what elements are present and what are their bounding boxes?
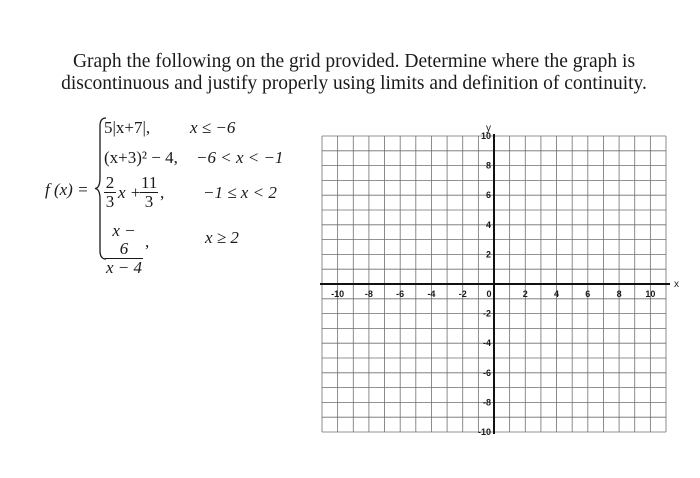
y-axis-label: y [486, 123, 491, 134]
case-4-denominator: x − 4 [105, 258, 143, 277]
case-3-condition: −1 ≤ x < 2 [203, 183, 277, 202]
y-tick-label: 4 [485, 219, 491, 230]
case-3-fraction-b-denominator: 3 [144, 192, 154, 211]
instruction-line-1: Graph the following on the grid provided. Determine where the graph is [72, 51, 636, 72]
case-4-condition: x ≥ 2 [205, 228, 239, 247]
case-2-expression: (x+3)² − 4, [104, 148, 178, 167]
case-2-condition: −6 < x < −1 [196, 148, 284, 167]
x-tick-label: -10 [331, 289, 345, 299]
case-3-comma: , [160, 183, 165, 202]
case-1-expression: 5|x+7|, [104, 118, 151, 137]
y-tick-label: -4 [482, 338, 491, 349]
case-3-middle: x + [118, 183, 142, 202]
case-3-fraction-a-denominator: 3 [105, 192, 115, 211]
x-tick-label: -8 [364, 289, 373, 299]
x-tick-label: 6 [585, 289, 591, 299]
axes [320, 134, 670, 434]
y-tick-label: 2 [485, 249, 491, 260]
x-tick-label: 8 [616, 289, 622, 299]
y-tick-label: -8 [482, 397, 491, 408]
case-1-condition: x ≤ −6 [190, 118, 236, 137]
instruction-line-2: discontinuous and justify properly using limits and definition of continuity. [61, 73, 647, 94]
y-tick-label: -2 [482, 308, 491, 319]
y-tick-label: -10 [477, 427, 491, 437]
x-tick-label: -4 [427, 289, 436, 299]
x-tick-label: 4 [554, 289, 560, 299]
x-tick-label: -2 [458, 289, 467, 299]
x-axis-label: x [674, 279, 679, 290]
case-4-comma: , [145, 232, 150, 251]
x-tick-label: 0 [486, 289, 492, 299]
x-tick-label: -6 [396, 289, 405, 299]
case-3-fraction-a-numerator: 2 [105, 173, 115, 192]
y-tick-label: 6 [485, 190, 491, 201]
y-tick-label: 8 [485, 160, 491, 171]
case-3-fraction-b-numerator: 11 [141, 173, 158, 192]
y-tick-label: -6 [482, 367, 491, 378]
case-4-numerator: x − 6 [105, 222, 143, 259]
x-tick-label: 2 [522, 289, 528, 299]
function-lhs: f (x) = [45, 180, 89, 199]
y-tick-label: 10 [480, 131, 491, 141]
x-tick-label: 10 [645, 289, 656, 299]
